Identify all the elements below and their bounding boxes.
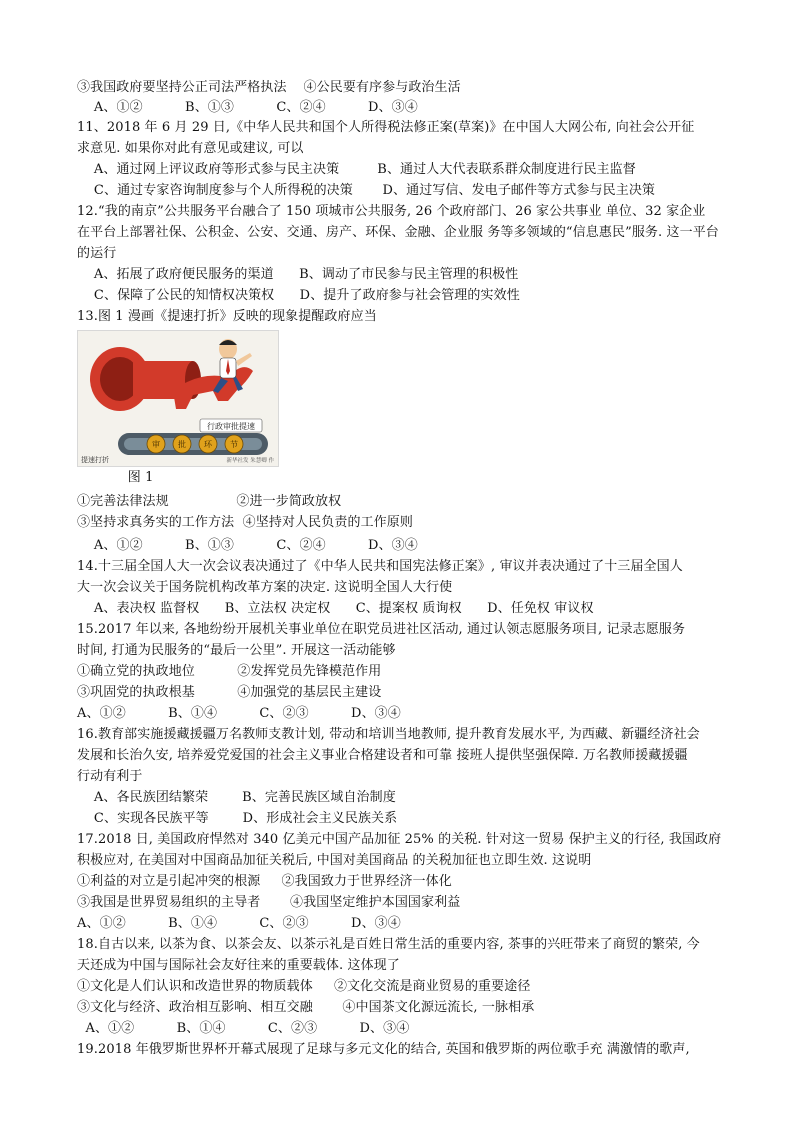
caption-right: 新华社发 朱慧卿 作 bbox=[226, 458, 274, 464]
badge-label: 审 bbox=[152, 440, 160, 449]
answer-options: A、①② B、①③ C、②④ D、③④ bbox=[77, 100, 418, 115]
cartoon-svg bbox=[78, 331, 278, 466]
statement-line: ①文化是人们认识和改造世界的物质载体 ②文化交流是商业贸易的重要途径 bbox=[77, 979, 531, 994]
banner-text: 行政审批提速 bbox=[207, 422, 255, 431]
answer-options: A、拓展了政府便民服务的渠道 B、调动了市民参与民主管理的积极性 bbox=[77, 267, 519, 282]
answer-options: C、保障了公民的知情权决策权 D、提升了政府参与社会管理的实效性 bbox=[77, 288, 520, 303]
question-11-stem: 11、2018 年 6 月 29 日,《中华人民共和国个人所得税法修正案(草案)》在中国人大网公布, 向社会公开征 bbox=[77, 120, 695, 135]
question-12-stem: 在平台上部署社保、公积金、公安、交通、房产、环保、金融、企业服 务等多领域的“信息惠民”服务. 这一平台 bbox=[77, 225, 719, 240]
figure-caption: 图 1 bbox=[77, 470, 154, 485]
question-15-stem: 15.2017 年以来, 各地纷纷开展机关事业单位在职党员进社区活动, 通过认领志愿服务项目, 记录志愿服务 bbox=[77, 622, 686, 637]
answer-options: C、通过专家咨询制度参与个人所得税的决策 D、通过写信、发电子邮件等方式参与民主决策 bbox=[77, 183, 656, 198]
question-18-stem: 天还成为中国与国际社会友好往来的重要载体. 这体现了 bbox=[77, 958, 400, 973]
question-11-stem: 求意见. 如果你对此有意见或建议, 可以 bbox=[77, 141, 304, 156]
badge-label: 环 bbox=[204, 440, 212, 449]
question-14-stem: 大一次会议关于国务院机构改革方案的决定. 这说明全国人大行使 bbox=[77, 580, 453, 595]
question-16-stem: 16.教育部实施援藏援疆万名教师支教计划, 带动和培训当地教师, 提升教育发展水平, 为西藏、新疆经济社会 bbox=[77, 727, 700, 742]
question-14-stem: 14.十三届全国人大一次会议表决通过了《中华人民共和国宪法修正案》, 审议并表决通过了十三届全国人 bbox=[77, 559, 683, 574]
statement-line: ③我国是世界贸易组织的主导者 ④我国坚定维护本国国家利益 bbox=[77, 895, 461, 910]
question-13-stem: 13.图 1 漫画《提速打折》反映的现象提醒政府应当 bbox=[77, 309, 377, 324]
question-19-stem: 19.2018 年俄罗斯世界杯开幕式展现了足球与多元文化的结合, 英国和俄罗斯的两位歌手充 满激情的歌声, bbox=[77, 1042, 690, 1057]
question-17-stem: 17.2018 日, 美国政府悍然对 340 亿美元中国产品加征 25% 的关税. 针对这一贸易 保护主义的行径, 我国政府 bbox=[77, 832, 722, 847]
answer-options: A、各民族团结繁荣 B、完善民族区域自治制度 bbox=[77, 790, 396, 805]
answer-options: A、①② B、①④ C、②③ D、③④ bbox=[77, 706, 401, 721]
question-16-stem: 发展和长治久安, 培养爱党爱国的社会主义事业合格建设者和可靠 接班人提供坚强保障. 万名教师援藏援疆 bbox=[77, 748, 688, 763]
statement-line: ①利益的对立是引起冲突的根源 ②我国致力于世界经济一体化 bbox=[77, 874, 452, 889]
statement-line: ①完善法律法规 ②进一步简政放权 bbox=[77, 494, 342, 509]
cartoon-illustration bbox=[77, 330, 279, 467]
answer-options: A、表决权 监督权 B、立法权 决定权 C、提案权 质询权 D、任免权 审议权 bbox=[77, 601, 594, 616]
answer-options: A、①② B、①④ C、②③ D、③④ bbox=[77, 1021, 410, 1036]
badge-label: 节 bbox=[230, 440, 238, 449]
question-15-stem: 时间, 打通为民服务的“最后一公里”. 开展这一活动能够 bbox=[77, 643, 396, 658]
answer-options: A、通过网上评议政府等形式参与民主决策 B、通过人大代表联系群众制度进行民主监督 bbox=[77, 162, 636, 177]
caption-left: 提速打折 bbox=[81, 456, 109, 464]
statement-line: ③巩固党的执政根基 ④加强党的基层民主建设 bbox=[77, 685, 382, 700]
question-17-stem: 积极应对, 在美国对中国商品加征关税后, 中国对美国商品 的关税加征也立即生效. 这说明 bbox=[77, 853, 592, 868]
statement-line: ①确立党的执政地位 ②发挥党员先锋模范作用 bbox=[77, 664, 382, 679]
answer-options: A、①② B、①④ C、②③ D、③④ bbox=[77, 916, 401, 931]
answer-options: A、①② B、①③ C、②④ D、③④ bbox=[77, 538, 418, 553]
statement-line: ③坚持求真务实的工作方法 ④坚持对人民负责的工作原则 bbox=[77, 515, 413, 530]
question-18-stem: 18.自古以来, 以茶为食、以茶会友、以茶示礼是百姓日常生活的重要内容, 茶事的兴旺带来了商贸的繁荣, 今 bbox=[77, 937, 700, 952]
statement-line: ③文化与经济、政治相互影响、相互交融 ④中国茶文化源远流长, 一脉相承 bbox=[77, 1000, 535, 1015]
text-line: ③我国政府要坚持公正司法严格执法 ④公民要有序参与政治生活 bbox=[77, 80, 461, 95]
question-16-stem: 行动有利于 bbox=[77, 769, 143, 784]
answer-options: C、实现各民族平等 D、形成社会主义民族关系 bbox=[77, 811, 398, 826]
badge-label: 批 bbox=[178, 440, 186, 449]
question-12-stem: 的运行 bbox=[77, 246, 117, 261]
question-12-stem: 12.“我的南京”公共服务平台融合了 150 项城市公共服务, 26 个政府部门、26 家公共事业 单位、32 家企业 bbox=[77, 204, 706, 219]
